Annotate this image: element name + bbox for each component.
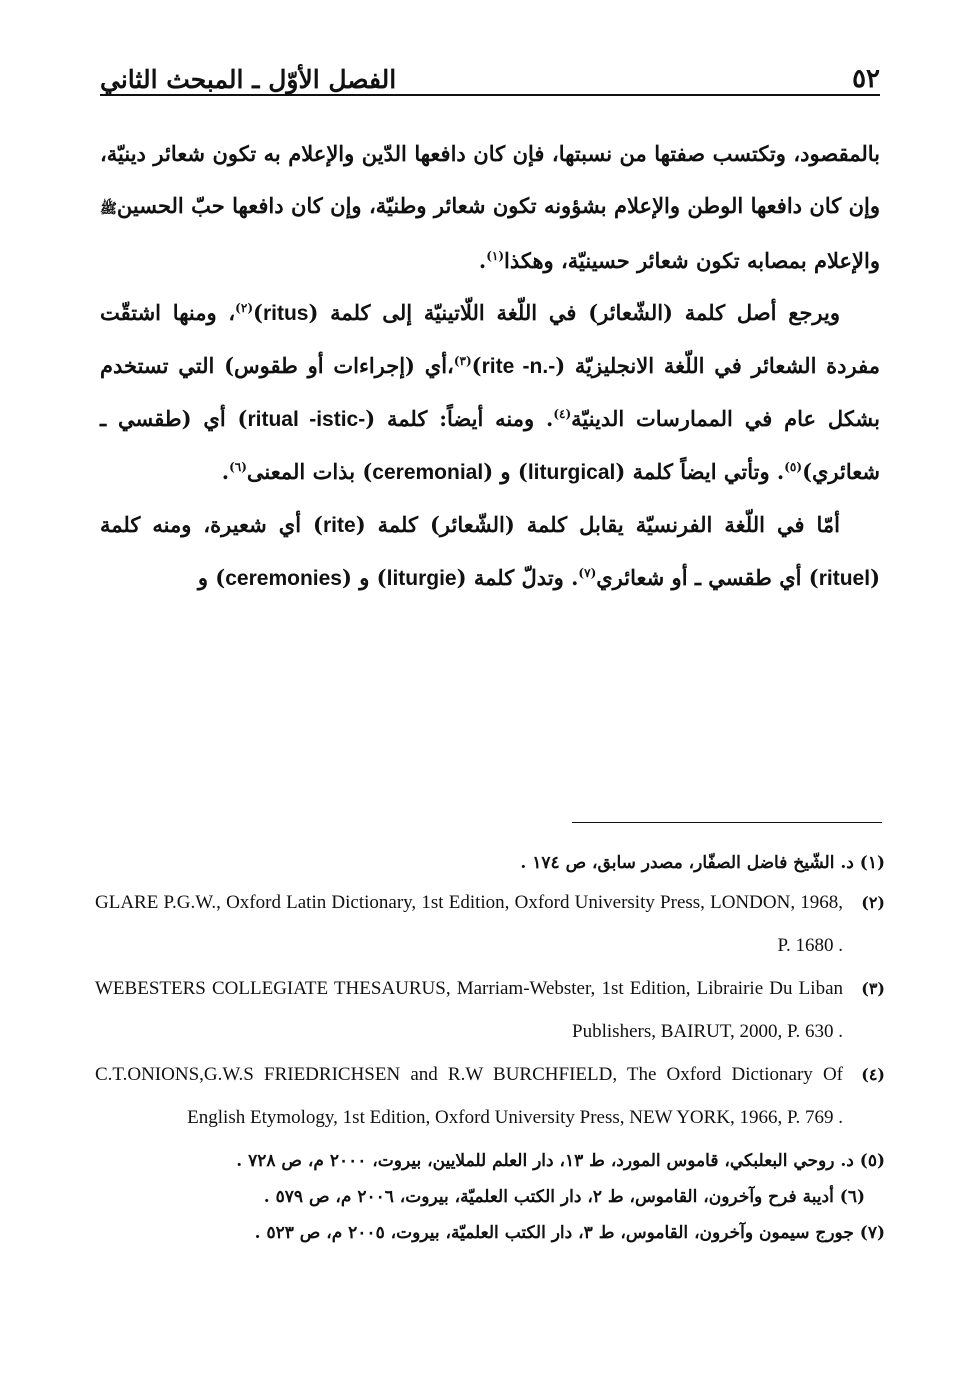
footnote-4 (95, 1053, 885, 1139)
text-run: ) (253, 300, 263, 325)
latin-term: rituel (818, 567, 871, 590)
latin-term: ritus (262, 302, 309, 325)
salutation-mark: ﷺ (100, 201, 117, 217)
footnote-number: (٣) (861, 979, 885, 998)
footnote-ref: (٤) (553, 407, 572, 421)
arabic-footnotes (95, 1143, 885, 1251)
paragraph-1 (100, 128, 880, 287)
text-run: ) و ( (483, 459, 528, 484)
text-run: ) و (197, 565, 226, 590)
page-number: ٥٢ (852, 64, 880, 94)
text-run: ) أي شعيرة، ومنه كلمة ( (100, 512, 880, 590)
main-text (100, 128, 880, 605)
text-run: . وتأتي ايضاً كلمة ( (615, 459, 785, 484)
footnote-text: WEBESTERS COLLEGIATE THESAURUS, Marriam-Webster, 1st Edition, Librairie Du Liban Publishers, BAIRUT, 2000, P. 630 . (95, 978, 843, 1042)
text-run: ) و ( (341, 565, 387, 590)
text-run: أمّا في اللّغة الفرنسيّة يقابل كلمة (الشّعائر) كلمة ( (355, 512, 840, 537)
footnote-ref: (٧) (578, 566, 597, 580)
text-run: ) بذات المعنى (246, 459, 373, 484)
paragraph-1-text: بالمقصود، وتكتسب صفتها من نسبتها، فإن كان دافعها الدّين والإعلام به تكون شعائر دينيّة، وإن كان دافعها الوطن والإعلام بشؤونه تكون شعائر وطنيّة، وإن كان دافعها حبّ الحسين (100, 141, 880, 218)
footnote-3 (95, 967, 885, 1053)
text-run: ، ومنها اشتقّت مفردة الشعائر في اللّغة الانجليزيّة ( (100, 300, 880, 378)
latin-term: ritual -istic- (247, 408, 366, 431)
footnote-5: (٥) د. روحي البعلبكي، قاموس المورد، ط ١٣، دار العلم للملايين، بيروت، ٢٠٠٠ م، ص ٧٢٨ . (236, 1151, 885, 1171)
footnotes (95, 845, 885, 1251)
footnote-ref: (٦) (229, 460, 247, 474)
chapter-title: الفصل الأوّل ـ المبحث الثاني (100, 65, 397, 94)
text-run: ويرجع أصل كلمة (الشّعائر) في اللّغة اللّاتينيّة إلى كلمة ( (308, 300, 841, 325)
text-run: ) أي (طقسي ـ شعائري) (100, 406, 880, 484)
paragraph-1-text-end: والإعلام بمصابه تكون شعائر حسينيّة، وهكذا (504, 248, 880, 273)
footnote-ref: (٥) (784, 460, 803, 474)
latin-term: liturgical (527, 461, 616, 484)
paragraph-3 (100, 499, 880, 605)
text-run: . وتدلّ كلمة ( (456, 565, 579, 590)
text-run: . (221, 459, 230, 484)
header-rule (100, 94, 880, 96)
text-run: ،أي (إجراءات أو طقوس) التي تستخدم بشكل عام في الممارسات الدينيّة (100, 353, 881, 431)
footnote-separator (572, 822, 882, 823)
latin-term: rite -n.- (481, 355, 556, 378)
text-run: ) أي طقسي ـ أو شعائري (596, 565, 819, 590)
latin-term: liturgie (386, 567, 457, 590)
footnote-ref: (١) (486, 249, 505, 263)
footnote-ref: (٣) (453, 354, 472, 368)
footnote-text: C.T.ONIONS,G.W.S FRIEDRICHSEN and R.W BURCHFIELD, The Oxford Dictionary Of English Etymology, 1st Edition, Oxford University Press, NEW YORK, 1966, P. 769 . (95, 1064, 843, 1128)
footnote-number: (٢) (861, 893, 885, 912)
paragraph-2 (100, 287, 880, 499)
page-header (100, 50, 880, 94)
latin-term: ceremonies (225, 567, 342, 590)
latin-term: ceremonial (372, 461, 484, 484)
paragraph-1-tail: . (478, 248, 487, 273)
latin-term: rite (323, 514, 356, 537)
text-run: . ومنه أيضاً: كلمة ( (365, 406, 554, 431)
footnote-2 (95, 881, 885, 967)
footnote-ref: (٢) (235, 301, 253, 315)
footnote-7: (٧) جورج سيمون وآخرون، القاموس، ط ٣، دار الكتب العلميّة، بيروت، ٢٠٠٥ م، ص ٥٢٣ . (254, 1223, 885, 1243)
text-run: ) (471, 353, 482, 378)
footnote-1: (١) د. الشّيخ فاضل الصفّار، مصدر سابق، ص ١٧٤ . (520, 853, 885, 873)
footnote-6: (٦) أديبة فرح وآخرون، القاموس، ط ٢، دار الكتب العلميّة، بيروت، ٢٠٠٦ م، ص ٥٧٩ . (263, 1187, 865, 1207)
footnote-text: GLARE P.G.W., Oxford Latin Dictionary, 1st Edition, Oxford University Press, LONDON, 1968, P. 1680 . (95, 892, 843, 956)
footnote-number: (٤) (861, 1065, 885, 1084)
